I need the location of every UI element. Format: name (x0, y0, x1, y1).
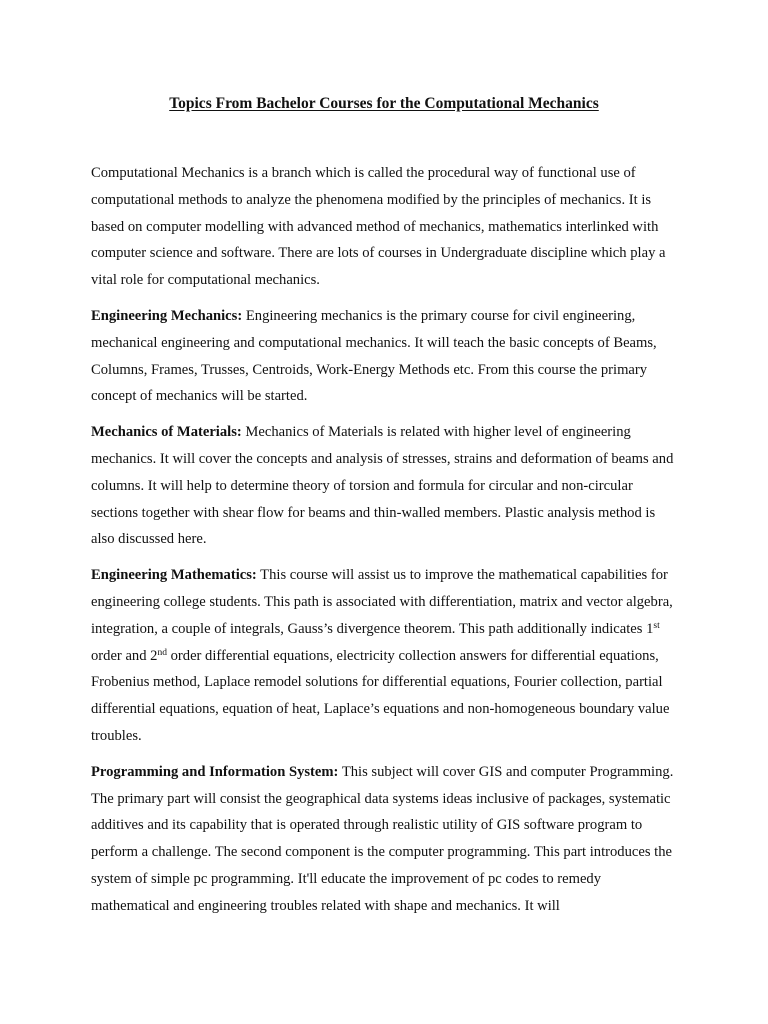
document-body (91, 160, 681, 929)
section-text: This subject will cover GIS and computer Programming. The primary part will consist the geographical data systems ideas inclusive of packages, systematic additives and its capability that is operated through realistic utility of GIS software program to perform a challenge. The second component is the computer programming. This part introduces the system of simple pc programming. It'll educate the improvement of pc codes to remedy mathematical and engineering troubles related with shape and mechanics. It will (91, 763, 674, 914)
intro-paragraph: Computational Mechanics is a branch which is called the procedural way of functional use of computational methods to analyze the phenomena modified by the principles of mechanics. It is based on computer modelling with advanced method of mechanics, mathematics interlinked with computer science and software. There are lots of courses in Undergraduate discipline which play a vital role for computational mechanics. (91, 165, 666, 289)
section-mechanics-of-materials (91, 419, 681, 553)
section-text-part-1: This course will assist us to improve the mathematical capabilities for engineering college students. This path is associated with differentiation, matrix and vector algebra, integration, a couple of integrals, Gauss’s divergence theorem. This path additionally indicates 1 (91, 567, 673, 637)
section-text-part-2: order and 2 (91, 647, 158, 664)
section-text-part-3: order differential equations, electricity collection answers for differential equations, Frobenius method, Laplace remodel solutions for differential equations, Fourier collection, partial differential equations, equation of heat, Laplace’s equations and non-homogeneous boundary value troubles. (91, 647, 670, 744)
section-text: Engineering mechanics is the primary course for civil engineering, mechanical engineering and computational mechanics. It will teach the basic concepts of Beams, Columns, Frames, Trusses, Centroids, Work-Energy Methods etc. From this course the primary concept of mechanics will be started. (91, 307, 657, 405)
section-engineering-mathematics (91, 562, 681, 750)
document-title: Topics From Bachelor Courses for the Computational Mechanics (169, 95, 599, 112)
section-heading: Programming and Information System: (91, 763, 339, 780)
section-engineering-mechanics (91, 303, 681, 410)
section-heading: Engineering Mechanics: (91, 307, 243, 324)
section-text: Mechanics of Materials is related with higher level of engineering mechanics. It will cover the concepts and analysis of stresses, strains and deformation of beams and columns. It will help to determine theory of torsion and formula for circular and non-circular sections together with shear flow for beams and thin-walled members. Plastic analysis method is also discussed here. (91, 424, 674, 548)
ordinal-superscript: st (653, 620, 660, 631)
section-heading: Engineering Mathematics: (91, 567, 257, 584)
ordinal-superscript: nd (157, 647, 167, 658)
section-programming-information-system (91, 759, 681, 920)
section-heading: Mechanics of Materials: (91, 424, 242, 441)
